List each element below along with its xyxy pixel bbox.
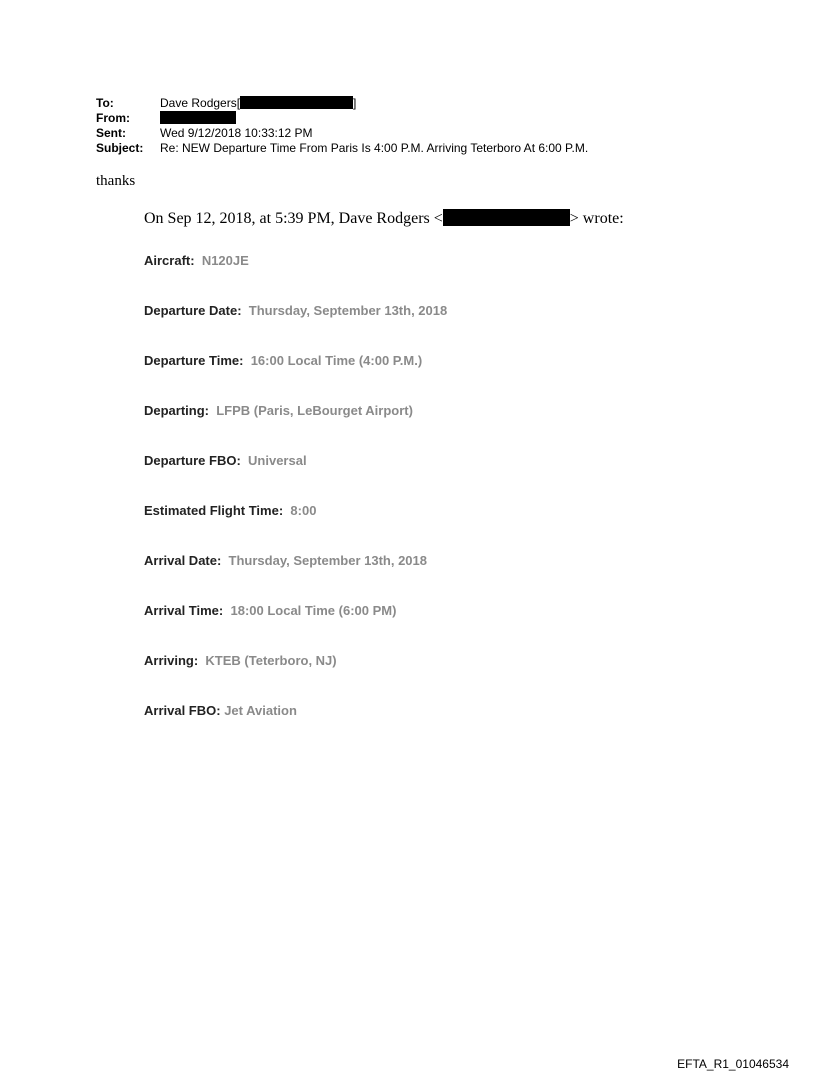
redaction-box [240,96,353,109]
to-row [96,96,588,111]
field-label: Arrival Date: [144,553,222,568]
from-label: From: [96,111,130,125]
to-value [160,96,356,111]
field-label: Arriving: [144,653,199,668]
field-label: Departure Date: [144,303,242,318]
field-value: Thursday, September 13th, 2018 [248,303,448,318]
field-departure-fbo [144,453,447,503]
field-estimated-flight-time [144,503,447,553]
redaction-box [160,111,236,124]
field-departure-date [144,303,447,353]
field-label: Departure Time: [144,353,244,368]
sent-label: Sent: [96,126,126,140]
field-value: Jet Aviation [224,703,297,718]
to-label: To: [96,96,114,110]
subject-label: Subject: [96,141,144,155]
field-arrival-fbo [144,703,447,753]
field-value: LFPB (Paris, LeBourget Airport) [216,403,413,418]
field-arriving [144,653,447,703]
field-label: Aircraft: [144,253,195,268]
to-name: Dave Rodgers[ [160,96,241,110]
flight-details [144,253,447,753]
from-row [96,111,588,126]
field-label: Estimated Flight Time: [144,503,284,518]
field-label: Arrival FBO: [144,703,221,718]
email-header [96,96,588,156]
document-id: EFTA_R1_01046534 [677,1057,789,1071]
field-arrival-date [144,553,447,603]
field-value: 8:00 [290,503,317,518]
subject-row [96,141,588,156]
quoted-intro-after: > wrote: [569,210,624,227]
sent-row [96,126,588,141]
quoted-intro [144,209,624,228]
field-departure-time [144,353,447,403]
field-value: 16:00 Local Time (4:00 P.M.) [250,353,423,368]
field-value: Universal [248,453,307,468]
to-close: ] [353,96,357,110]
redaction-box [443,209,570,226]
field-label: Departing: [144,403,209,418]
field-value: 18:00 Local Time (6:00 PM) [230,603,397,618]
field-label: Arrival Time: [144,603,224,618]
field-value: Thursday, September 13th, 2018 [228,553,427,568]
field-label: Departure FBO: [144,453,241,468]
reply-body: thanks [96,173,136,189]
field-aircraft [144,253,447,303]
quoted-intro-before: On Sep 12, 2018, at 5:39 PM, Dave Rodgers < [144,210,443,227]
sent-value: Wed 9/12/2018 10:33:12 PM [160,126,313,140]
field-value: N120JE [201,253,249,268]
subject-value: Re: NEW Departure Time From Paris Is 4:00 P.M. Arriving Teterboro At 6:00 P.M. [160,141,589,155]
field-value: KTEB (Teterboro, NJ) [205,653,337,668]
field-departing [144,403,447,453]
field-arrival-time [144,603,447,653]
